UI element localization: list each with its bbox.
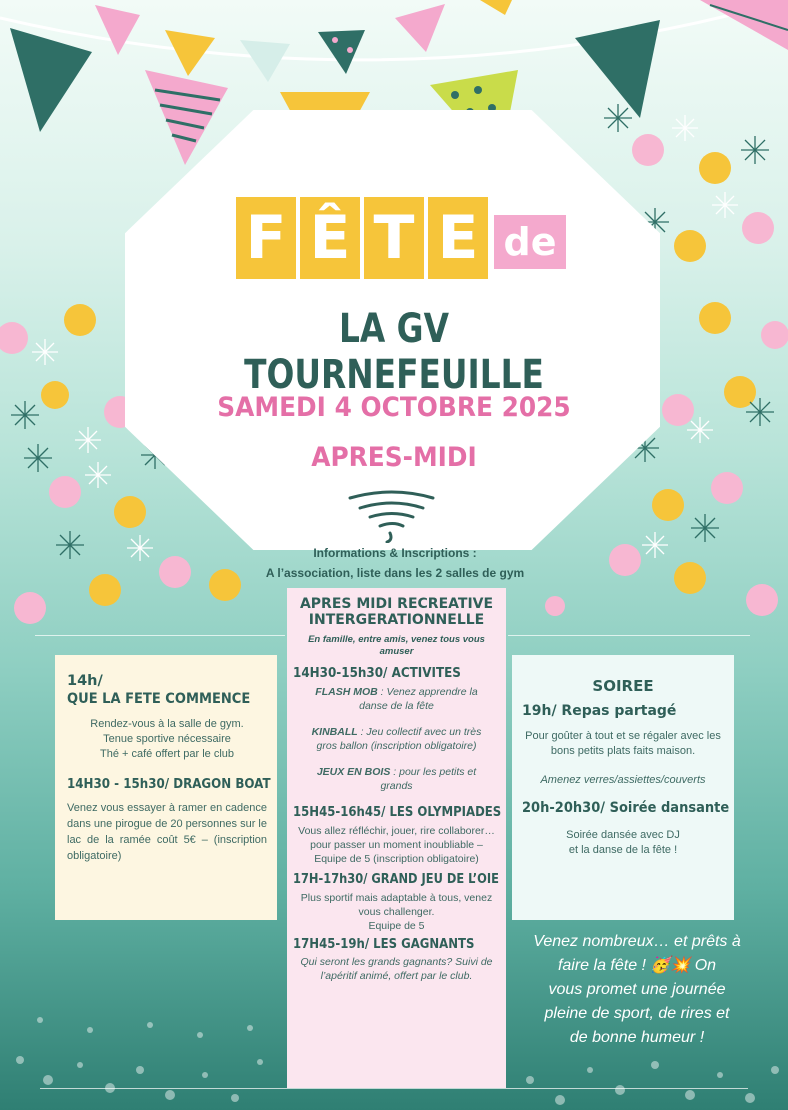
section-heading: 14h/ [67,673,103,689]
closing-line: Venez nombreux… et prêts à [533,933,741,950]
activity-label: KINBALL [311,726,358,738]
event-date: SAMEDI 4 OCTOBRE 2025 [217,392,571,423]
title-letter-tile: E [428,197,488,279]
title-de-tile: de [494,215,566,269]
event-period: APRES-MIDI [311,442,477,473]
section-heading: 19h/ Repas partagé [522,703,677,719]
section-heading: 15H45-16h45/ LES OLYMPIADES [293,805,502,820]
divider [35,635,285,636]
activity-item [293,725,500,753]
activity-text: : pour les petits et grands [380,766,477,792]
section-heading: 17H-17h30/ GRAND JEU DE L’OIE [293,872,499,887]
recreational-afternoon-panel [287,588,506,1088]
paragraph: Amenez verres/assiettes/couverts [540,774,706,786]
info-text: A l’association, liste dans les 2 salles de gym [265,566,525,580]
section-heading: 14H30-15h30/ ACTIVITES [293,666,461,681]
divider [508,635,750,636]
paragraph: Equipe de 5 [368,920,425,932]
title-letter-tile: T [364,197,424,279]
evening-panel [512,655,734,920]
activity-item [293,685,500,713]
closing-message [512,930,762,1050]
activity-label: FLASH MOB [315,686,378,698]
activity-text: : Jeu collectif avec un très gros ballon (inscription obligatoire) [316,726,482,752]
title-letter-tile: Ê [300,197,360,279]
closing-line: pleine de sport, de rires et [544,1005,730,1022]
section-heading: 20h-20h30/ Soirée dansante [522,800,730,816]
swirl-icon [345,488,440,543]
section-heading: 14H30 - 15h30/ DRAGON BOAT [67,776,271,792]
closing-line: faire la fête ! 🥳💥 On [557,957,717,974]
closing-line: de bonne humeur ! [569,1029,705,1046]
paragraph: Tenue sportive nécessaire [103,733,231,745]
paragraph: Qui seront les grands gagnants? Suivi de l’apéritif animé, offert par le club. [300,956,493,982]
divider [40,1088,748,1089]
paragraph: Vous allez réfléchir, jouer, rire collaborer… pour passer un moment inoubliable – Equipe de 5 (inscription obligatoire) [298,825,495,865]
panel-subtitle: En famille, entre amis, venez tous vous amuser [308,634,485,657]
section-heading: QUE LA FETE COMMENCE [67,691,251,707]
activity-text: : Venez apprendre la danse de la fête [359,686,478,712]
paragraph: Thé + café offert par le club [99,748,234,760]
paragraph: Rendez-vous à la salle de gym. [90,718,244,730]
activity-item [293,765,500,793]
panel-title: SOIREE [592,677,654,695]
closing-line: vous promet une journée [548,981,726,998]
paragraph: Pour goûter à tout et se régaler avec les bons petits plats faits maison. [525,730,721,757]
panel-title: APRES MIDI RECREATIVE [299,596,494,612]
afternoon-start-panel [55,655,277,920]
section-heading: 17H45-19h/ LES GAGNANTS [293,937,475,952]
page-title: LA GV TOURNEFEUILLE [244,306,544,398]
bunting-flag [10,28,92,132]
activity-label: JEUX EN BOIS [316,766,391,778]
paragraph: Soirée dansée avec DJ [566,829,680,841]
paragraph: Venez vous essayer à ramer en cadence dans une pirogue de 20 personnes sur le lac de la ramée coût 5€ – (inscription obligatoire) [67,802,267,862]
paragraph: et la danse de la fête ! [568,844,678,856]
panel-title: INTERGERATIONNELLE [308,612,485,628]
title-letter-tile: F [236,197,296,279]
info-heading: Informations & Inscriptions : [313,546,477,560]
paragraph: Plus sportif mais adaptable à tous, venez vous challenger. [300,892,493,918]
